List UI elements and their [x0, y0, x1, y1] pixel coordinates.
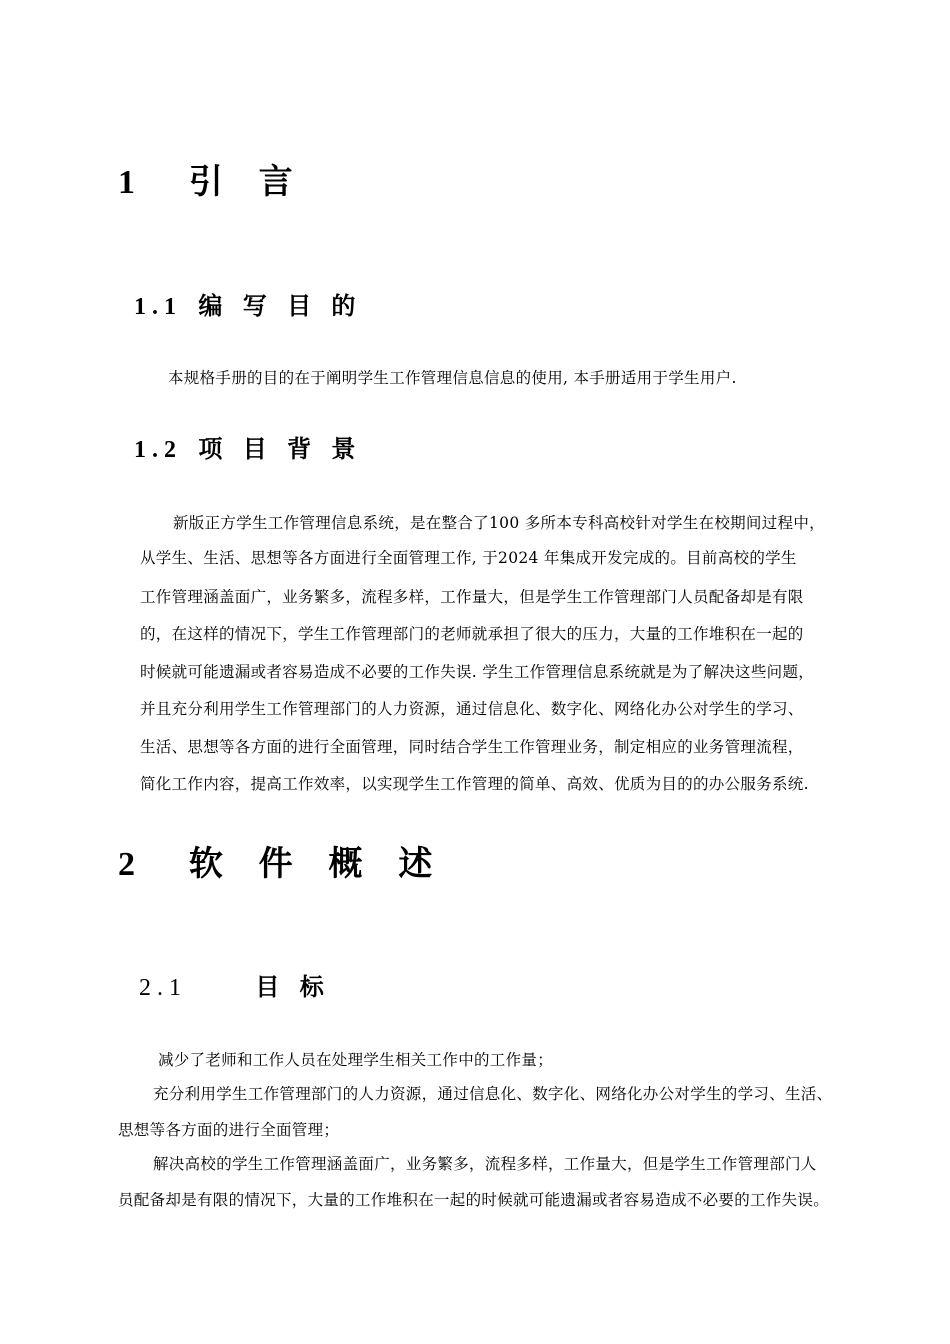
paragraph-line: 并且充分利用学生工作管理部门的人力资源，通过信息化、数字化、网络化办公对学生的学习、: [140, 700, 804, 718]
paragraph-line: 解决高校的学生工作管理涵盖面广，业务繁多，流程多样，工作量大，但是学生工作管理部门人: [153, 1155, 817, 1173]
paragraph-line: 生活、思想等各方面的进行全面管理，同时结合学生工作管理业务，制定相应的业务管理流程，: [140, 738, 804, 756]
subsection-title: 编 写 目 的: [198, 291, 362, 320]
paragraph-line: 新版正方学生工作管理信息系统，是在整合了100 多所本专科高校针对学生在校期间过程中，: [173, 514, 825, 532]
subsection-title: 目 标: [255, 972, 330, 1001]
paragraph-line: 简化工作内容，提高工作效率，以实现学生工作管理的简单、高效、优质为目的的办公服务系统.: [140, 775, 809, 793]
subsection-number: 1.1: [134, 294, 182, 320]
paragraph-line: 员配备却是有限的情况下，大量的工作堆积在一起的时候就可能遗漏或者容易造成不必要的工作失误。: [118, 1191, 830, 1209]
subsection-heading-1-2: [134, 429, 361, 464]
section-number: 1: [118, 164, 147, 201]
section-heading-1: [118, 154, 305, 203]
paragraph: 本规格手册的目的在于阐明学生工作管理信息信息的使用, 本手册适用于学生用户.: [168, 369, 737, 387]
subsection-heading-1-1: [134, 286, 361, 321]
paragraph-line: 思想等各方面的进行全面管理；: [118, 1121, 340, 1139]
section-heading-2: [118, 836, 444, 885]
paragraph-line: 工作管理涵盖面广，业务繁多，流程多样，工作量大，但是学生工作管理部门人员配备却是有限: [140, 588, 804, 606]
paragraph-line: 的，在这样的情况下，学生工作管理部门的老师就承担了很大的压力，大量的工作堆积在一起的: [140, 625, 804, 643]
paragraph-line: 减少了老师和工作人员在处理学生相关工作中的工作量；: [158, 1051, 554, 1069]
subsection-title: 项 目 背 景: [198, 434, 362, 463]
subsection-number: 1.2: [134, 437, 182, 463]
section-number: 2: [118, 846, 147, 883]
paragraph-line: 从学生、生活、思想等各方面进行全面管理工作, 于2024 年集成开发完成的。目前高校的学生: [140, 549, 797, 567]
subsection-heading-2-1: [139, 967, 330, 1002]
paragraph-line: 充分利用学生工作管理部门的人力资源，通过信息化、数字化、网络化办公对学生的学习、生活、: [153, 1085, 833, 1103]
subsection-number: 2.1: [139, 975, 187, 1001]
section-title: 引 言: [188, 162, 305, 202]
section-title: 软 件 概 述: [188, 844, 445, 884]
paragraph-line: 时候就可能遗漏或者容易造成不必要的工作失误. 学生工作管理信息系统就是为了解决这些问题，: [140, 663, 815, 681]
